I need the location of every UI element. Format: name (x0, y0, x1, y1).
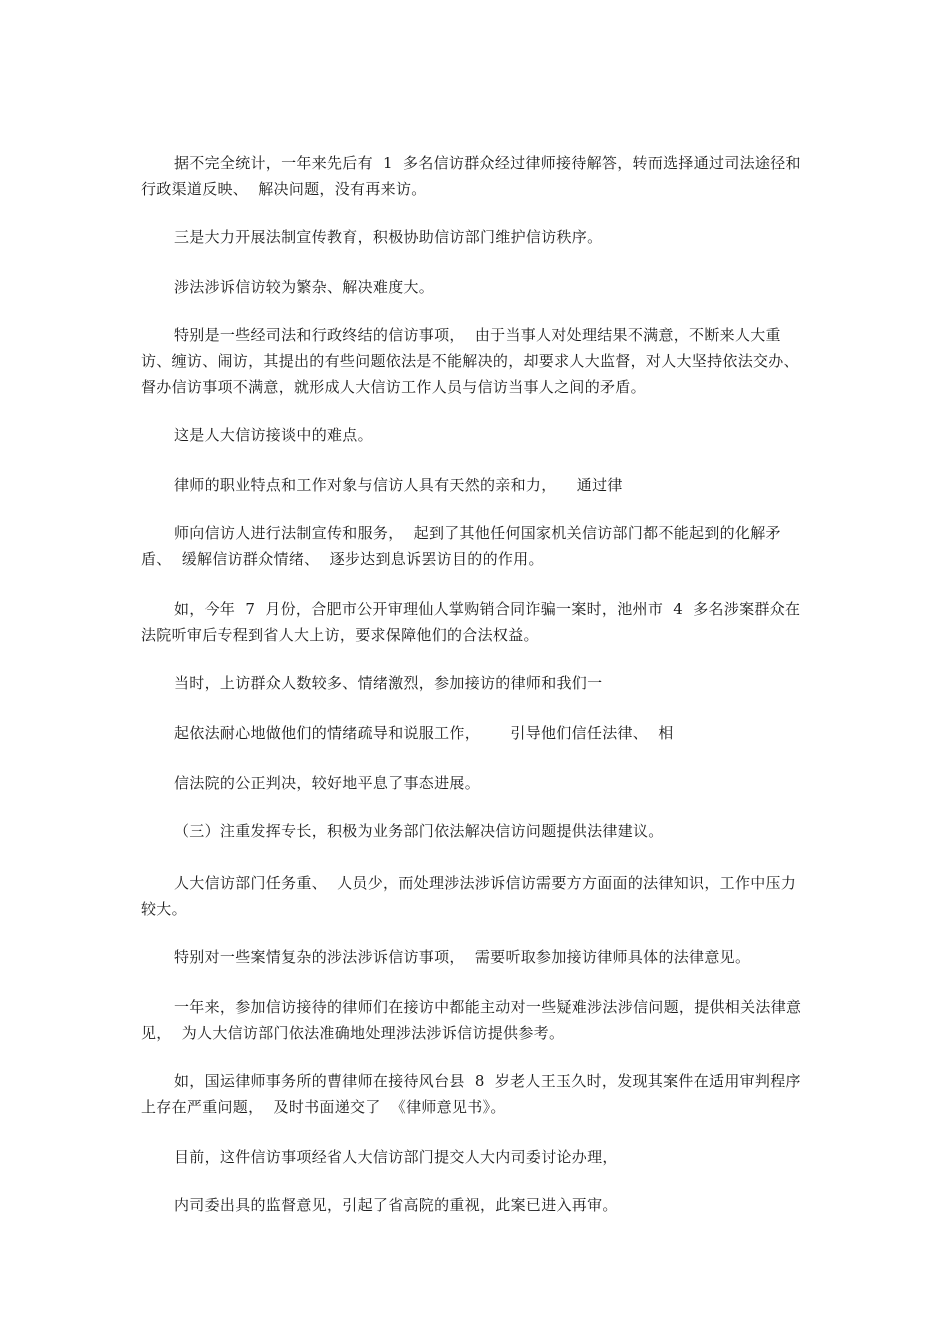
paragraph-11: 信法院的公正判决，较好地平息了事态进展。 (174, 774, 481, 792)
paragraph-1: 据不完全统计，一年来先后有 1 多名信访群众经过律师接待解答，转而选择通过司法途径和行政渠道反映、 解决问题，没有再来访。 (141, 154, 801, 198)
paragraph-9: 当时，上访群众人数较多、情绪激烈，参加接访的律师和我们一 (174, 674, 603, 692)
paragraph-14: 特别对一些案情复杂的涉法涉诉信访事项， 需要听取参加接访律师具体的法律意见。 (174, 948, 751, 966)
paragraph-17: 目前，这件信访事项经省人大信访部门提交人大内司委讨论办理， (174, 1148, 618, 1166)
paragraph-13: 人大信访部门任务重、 人员少，而处理涉法涉诉信访需要方方面面的法律知识，工作中压力较大。 (141, 874, 797, 918)
paragraph-10: 起依法耐心地做他们的情绪疏导和说服工作， 引导他们信任法律、 相 (174, 724, 674, 742)
paragraph-16: 如，国运律师事务所的曹律师在接待风台县 8 岁老人王玉久时，发现其案件在适用审判程序上存在严重问题， 及时书面递交了 《律师意见书》。 (141, 1072, 801, 1116)
paragraph-6: 律师的职业特点和工作对象与信访人具有天然的亲和力， 通过律 (174, 476, 623, 494)
paragraph-18: 内司委出具的监督意见，引起了省高院的重视，此案已进入再审。 (174, 1196, 618, 1214)
paragraph-15: 一年来，参加信访接待的律师们在接访中都能主动对一些疑难涉法涉信问题，提供相关法律意见， 为人大信访部门依法准确地处理涉法涉诉信访提供参考。 (141, 998, 802, 1042)
paragraph-5: 这是人大信访接谈中的难点。 (174, 426, 373, 444)
paragraph-7: 师向信访人进行法制宣传和服务， 起到了其他任何国家机关信访部门都不能起到的化解矛盾、 缓解信访群众情绪、 逐步达到息诉罢访目的的作用。 (141, 524, 781, 568)
paragraph-2: 三是大力开展法制宣传教育，积极协助信访部门维护信访秩序。 (174, 228, 603, 246)
paragraph-3: 涉法涉诉信访较为繁杂、解决难度大。 (174, 278, 435, 296)
paragraph-12: （三）注重发挥专长，积极为业务部门依法解决信访问题提供法律建议。 (174, 822, 664, 840)
paragraph-4: 特别是一些经司法和行政终结的信访事项， 由于当事人对处理结果不满意，不断来人大重访、缠访、闹访，其提出的有些问题依法是不能解决的，却要求人大监督，对人大坚持依法交办、督办信访事项不满意，就形成人大信访工作人员与信访当事人之间的矛盾。 (141, 326, 799, 396)
paragraph-8: 如，今年 7 月份，合肥市公开审理仙人掌购销合同诈骗一案时，池州市 4 多名涉案群众在法院听审后专程到省人大上访，要求保障他们的合法权益。 (141, 600, 801, 644)
